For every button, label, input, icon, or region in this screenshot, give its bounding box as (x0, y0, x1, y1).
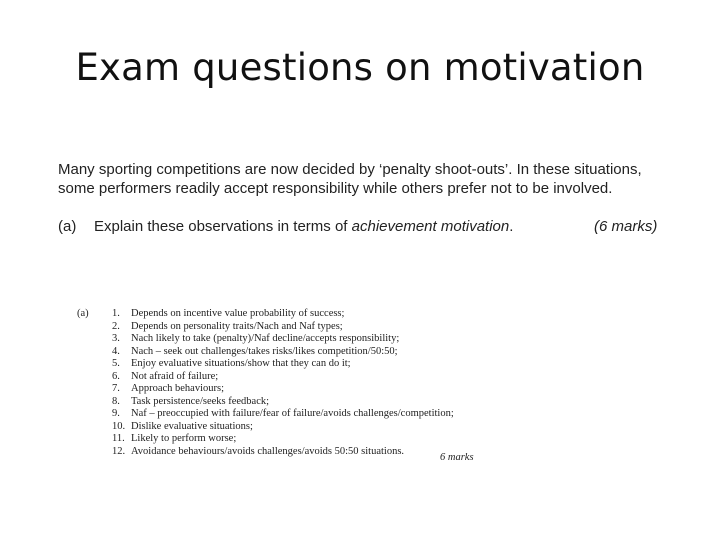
mark-scheme-list (112, 308, 454, 458)
mark-scheme-item-number: 5. (112, 358, 120, 369)
slide-title: Exam questions on motivation (75, 46, 645, 89)
exam-question (58, 160, 678, 237)
mark-scheme-item-text: Nach – seek out challenges/takes risks/likes competition/50:50; (131, 345, 398, 357)
question-part-a (58, 217, 678, 237)
question-part-text-start: Explain these observations in terms of (94, 218, 352, 235)
mark-scheme-item-text: Enjoy evaluative situations/show that they can do it; (131, 358, 351, 369)
mark-scheme-item (112, 383, 454, 396)
mark-scheme-item (112, 421, 454, 434)
mark-scheme-item-text: Dislike evaluative situations; (131, 420, 253, 432)
mark-scheme-item-text: Approach behaviours; (131, 383, 225, 394)
mark-scheme-item (112, 408, 454, 421)
mark-scheme-item-text: Naf – preoccupied with failure/fear of failure/avoids challenges/competition; (131, 408, 454, 419)
mark-scheme-item (112, 308, 454, 321)
mark-scheme-item-number: 11. (112, 433, 125, 444)
mark-scheme-item-text: Avoidance behaviours/avoids challenges/avoids 50:50 situations. (131, 445, 405, 457)
mark-scheme-item-number: 12. (112, 445, 126, 457)
mark-scheme-item (112, 433, 454, 446)
mark-scheme-item-text: Likely to perform worse; (131, 433, 237, 444)
mark-scheme-item-number: 10. (112, 420, 126, 432)
mark-scheme-item-number: 7. (112, 383, 120, 394)
mark-scheme-label: (a) (77, 308, 89, 319)
mark-scheme-item-number: 9. (112, 408, 120, 419)
question-part-emphasis: achievement motivation (351, 218, 510, 235)
mark-scheme-item-number: 1. (112, 308, 120, 319)
mark-scheme-item-text: Depends on incentive value probability of success; (131, 308, 345, 319)
question-part-label: (a) (58, 218, 77, 235)
mark-scheme-total-marks: 6 marks (440, 452, 474, 463)
mark-scheme-item-text: Nach likely to take (penalty)/Naf decline/accepts responsibility; (131, 333, 400, 344)
question-part-text (94, 217, 513, 236)
mark-scheme-item (112, 371, 454, 384)
mark-scheme-item-number: 4. (112, 345, 120, 357)
mark-scheme-item (112, 321, 454, 334)
mark-scheme-item-number: 3. (112, 333, 120, 344)
mark-scheme-item-number: 2. (112, 320, 120, 332)
mark-scheme-item-number: 8. (112, 395, 120, 407)
mark-scheme-item-text: Not afraid of failure; (131, 370, 219, 382)
mark-scheme-item (112, 446, 454, 459)
mark-scheme-item-text: Depends on personality traits/Nach and Naf types; (131, 320, 343, 332)
mark-scheme-item-text: Task persistence/seeks feedback; (131, 395, 270, 407)
question-part-marks: (6 marks) (594, 218, 658, 235)
question-stem: Many sporting competitions are now decided by ‘penalty shoot-outs’. In these situations, some performers readily accept responsibility while others prefer not to be involved. (58, 161, 642, 197)
mark-scheme-item (112, 333, 454, 346)
question-part-text-end: . (509, 218, 514, 235)
mark-scheme-item (112, 396, 454, 409)
mark-scheme-item (112, 346, 454, 359)
mark-scheme-item (112, 358, 454, 371)
mark-scheme-item-number: 6. (112, 370, 120, 382)
